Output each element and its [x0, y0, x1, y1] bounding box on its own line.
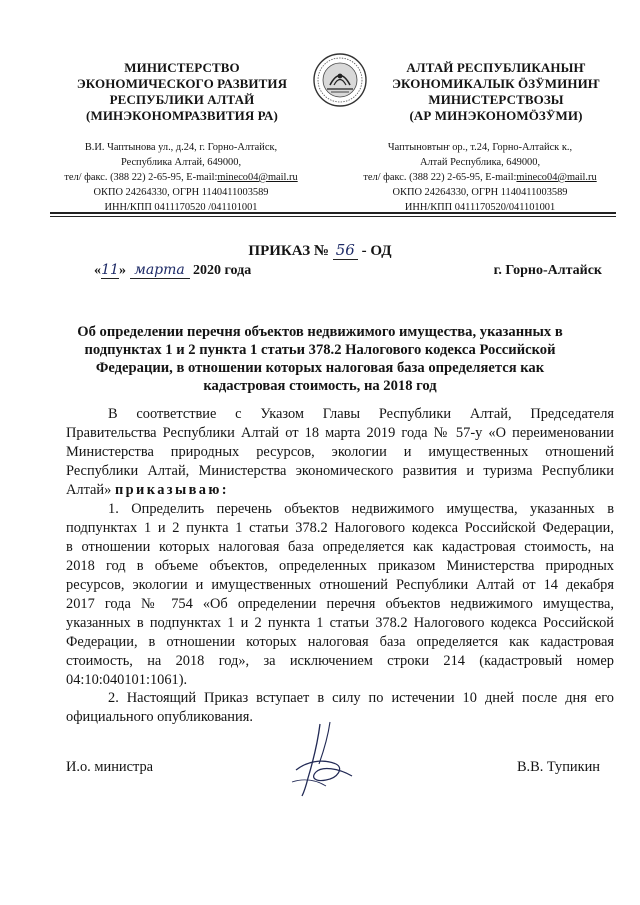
body-line: Правительства Республики Алтай от 18 марта 2019 года № 57-у «О переименовании — [66, 425, 614, 441]
address-line: Республика Алтай, 649000, — [120, 157, 242, 168]
item2-line: официального опубликования. — [66, 709, 253, 725]
signatory-name: В.В. Тупикин — [516, 759, 600, 775]
email-link[interactable]: mineco04@mail.ru — [516, 172, 597, 183]
item1-line: ресурсов, экологии и имущественных отношений Республики Алтай от 14 декабря — [66, 577, 614, 593]
body-line — [66, 481, 614, 500]
body-line: В соответствие с Указом Главы Республики Алтай, Председателя — [108, 406, 614, 422]
letterhead-divider-thin — [50, 216, 616, 217]
order-prefix: ПРИКАЗ № — [248, 243, 329, 259]
letterhead-right-title — [380, 60, 612, 124]
address-line: Чаптыновтыҥ ор., т.24, Горно-Алтайск к., — [387, 142, 573, 153]
letterhead-left-line: (МИНЭКОНОМРАЗВИТИЯ РА) — [86, 108, 278, 123]
subject-line: Об определении перечня объектов недвижимого имущества, указанных в — [77, 324, 563, 340]
directive-word: приказываю: — [114, 482, 229, 498]
body-text: Алтай» — [66, 482, 112, 498]
letterhead-divider-thick — [50, 212, 616, 214]
item1-line: 1. Определить перечень объектов недвижимого имущества, указанных в — [108, 501, 614, 517]
date-month-handwritten: марта — [130, 262, 190, 279]
body-line: Республики Алтай, Министерства экономического развития и туризма Республики — [66, 463, 614, 479]
address-line: Алтай Республика, 649000, — [419, 157, 541, 168]
letterhead-left-address — [50, 140, 312, 215]
order-subject — [60, 323, 580, 395]
signatory-role: И.о. министра — [66, 759, 154, 775]
date-quote: » — [119, 263, 126, 278]
subject-line: подпунктах 1 и 2 пункта 1 статьи 378.2 Налогового кодекса Российской — [84, 342, 556, 358]
date-year: 2020 года — [193, 263, 252, 278]
letterhead-right-address — [338, 140, 622, 215]
address-contact-line — [338, 170, 622, 185]
subject-line: Федерации, в отношении которых налоговая база определяется как — [95, 360, 545, 376]
order-title — [0, 241, 640, 260]
date-day-handwritten: 11 — [101, 262, 119, 278]
order-number-handwritten: 56 — [333, 241, 358, 260]
date-quote: « — [94, 263, 101, 278]
address-phone: тел/ факс. (388 22) 2-65-95, E-mail: — [64, 172, 218, 183]
order-date — [94, 262, 251, 279]
address-line: В.И. Чаптынова ул., д.24, г. Горно-Алтайск, — [84, 142, 278, 153]
item1-line: указанных в подпунктах 1 и 2 пункта 1 статьи 378.2 Налогового кодекса Российской — [66, 615, 614, 631]
address-phone: тел/ факс. (388 22) 2-65-95, E-mail: — [363, 172, 517, 183]
order-city: г. Горно-Алтайск — [493, 263, 602, 278]
item1-line: стоимость, на 2018 год», за исключением строки 214 (кадастровый номер — [66, 653, 614, 669]
item1-line: подпунктах 1 и 2 пункта 1 статьи 378.2 Налогового кодекса Российской Федерации, — [66, 520, 614, 536]
item1-line: 2017 года № 754 «Об определении перечня объектов недвижимого имущества, — [66, 596, 614, 612]
letterhead-right-line: АЛТАЙ РЕСПУБЛИКАНЫҤ — [406, 60, 586, 75]
order-body — [66, 405, 614, 690]
address-contact-line — [50, 170, 312, 185]
item1-line: в отношении которых налоговая база определяется как кадастровая стоимость, на — [66, 539, 614, 555]
subject-line: кадастровая стоимость, на 2018 год — [203, 378, 437, 394]
address-line: ИНН/КПП 0411170520 /041101001 — [104, 202, 258, 213]
address-line: ИНН/КПП 0411170520/041101001 — [404, 202, 556, 213]
item1-line: 2018 год в объеме объектов, определенных приказом Министерства природных — [66, 558, 614, 574]
email-link[interactable]: mineco04@mail.ru — [217, 172, 298, 183]
letterhead-right-line: ЭКОНОМИКАЛЫК ӦЗӰМИНИҤ — [392, 76, 600, 91]
letterhead-right-line: МИНИСТЕРСТВОЗЫ — [428, 92, 564, 107]
body-line: Министерства природных ресурсов, экологии и имущественных отношений — [66, 444, 614, 460]
letterhead-left-line: РЕСПУБЛИКИ АЛТАЙ — [109, 92, 255, 107]
item2-line: 2. Настоящий Приказ вступает в силу по истечении 10 дней после дня его — [108, 690, 614, 706]
address-line: ОКПО 24264330, ОГРН 1140411003589 — [392, 187, 568, 198]
order-suffix: - ОД — [361, 243, 392, 259]
letterhead-right-line: (АР МИНЭКОНОМӦЗӰМИ) — [409, 108, 583, 123]
coat-of-arms-emblem-icon — [312, 52, 368, 108]
letterhead-left-line: МИНИСТЕРСТВО — [124, 60, 240, 75]
letterhead-left-title — [58, 60, 306, 124]
address-line: ОКПО 24264330, ОГРН 1140411003589 — [93, 187, 269, 198]
handwritten-signature-icon — [286, 720, 360, 798]
letterhead-left-line: ЭКОНОМИЧЕСКОГО РАЗВИТИЯ — [76, 76, 288, 91]
item1-line: 04:10:040101:1061). — [66, 672, 188, 688]
item1-line: Федерации, в отношении которых налоговая база определяется как кадастровая — [66, 634, 614, 650]
